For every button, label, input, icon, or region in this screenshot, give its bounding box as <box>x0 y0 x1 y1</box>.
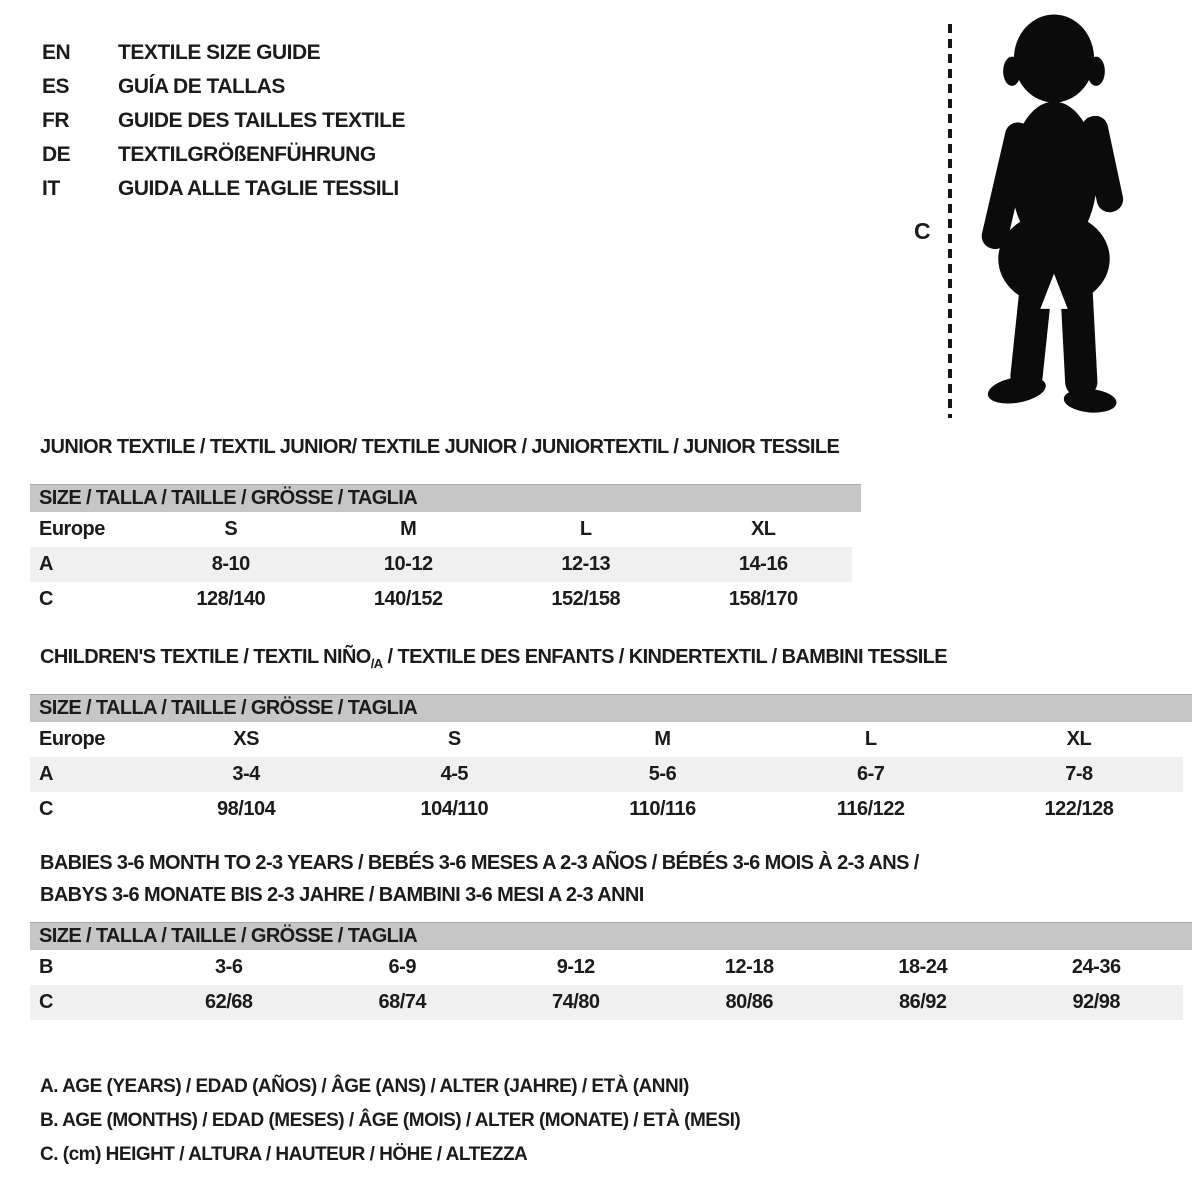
table-row <box>30 792 1183 827</box>
age-value: 14-16 <box>738 553 788 575</box>
language-title: TEXTILE SIZE GUIDE <box>118 41 321 64</box>
row-label: A <box>39 553 53 575</box>
row-label: B <box>39 956 53 978</box>
language-row-es <box>42 70 405 104</box>
size-value: L <box>864 728 877 750</box>
table-row <box>30 950 1183 985</box>
months-value: 18-24 <box>898 956 948 978</box>
row-label: C <box>39 798 53 820</box>
row-label: C <box>39 588 53 610</box>
height-value: 122/128 <box>1044 798 1114 820</box>
height-measure-dashed-line <box>948 24 952 418</box>
age-value: 6-7 <box>857 763 885 785</box>
age-value: 10-12 <box>383 553 433 575</box>
row-label: A <box>39 763 53 785</box>
children-size-table <box>30 694 1183 827</box>
language-title: GUÍA DE TALLAS <box>118 75 285 98</box>
size-value: M <box>654 728 671 750</box>
section-title-babies-line1: BABIES 3-6 MONTH TO 2-3 YEARS / BEBÉS 3-6 MESES A 2-3 AÑOS / BÉBÉS 3-6 MOIS À 2-3 ANS / <box>40 852 919 874</box>
table-row <box>30 547 852 582</box>
months-value: 9-12 <box>556 956 595 978</box>
height-value: 128/140 <box>196 588 266 610</box>
height-value: 86/92 <box>898 991 947 1013</box>
legend <box>30 1070 1183 1172</box>
height-value: 158/170 <box>728 588 798 610</box>
row-label: C <box>39 991 53 1013</box>
age-value: 12-13 <box>561 553 611 575</box>
height-measure-label: C <box>914 218 931 244</box>
size-value: L <box>579 518 592 540</box>
age-value: 5-6 <box>648 763 677 785</box>
legend-line-c: C. (cm) HEIGHT / ALTURA / HAUTEUR / HÖHE / ALTEZZA <box>40 1144 528 1165</box>
language-code: EN <box>42 41 71 64</box>
section-junior <box>30 437 1183 617</box>
table-row <box>30 512 852 547</box>
size-tables <box>30 437 1183 1172</box>
table-row <box>30 985 1183 1020</box>
months-value: 6-9 <box>388 956 416 978</box>
language-row-de <box>42 138 405 172</box>
language-title: GUIDA ALLE TAGLIE TESSILI <box>118 177 399 200</box>
height-value: 68/74 <box>378 991 427 1013</box>
height-value: 80/86 <box>725 991 774 1013</box>
junior-size-table <box>30 484 852 617</box>
baby-height-figure <box>890 10 1195 435</box>
months-value: 12-18 <box>724 956 774 978</box>
size-header-bar: SIZE / TALLA / TAILLE / GRÖSSE / TAGLIA <box>30 922 1192 950</box>
height-value: 104/110 <box>420 798 489 820</box>
table-row <box>30 582 852 617</box>
language-row-en <box>42 36 405 70</box>
legend-line-b: B. AGE (MONTHS) / EDAD (MESES) / ÂGE (MOIS) / ALTER (MONATE) / ETÀ (MESI) <box>40 1110 741 1131</box>
title-text: / TEXTILE DES ENFANTS / KINDERTEXTIL / BAMBINI TESSILE <box>382 646 948 668</box>
months-value: 24-36 <box>1071 956 1121 978</box>
height-value: 92/98 <box>1072 991 1121 1013</box>
language-code: IT <box>42 177 60 200</box>
language-title: TEXTILGRÖßENFÜHRUNG <box>118 143 376 166</box>
height-value: 110/116 <box>629 798 696 820</box>
title-text: CHILDREN'S TEXTILE / TEXTIL NIÑO <box>40 646 371 668</box>
babies-size-table <box>30 922 1183 1020</box>
size-header-bar: SIZE / TALLA / TAILLE / GRÖSSE / TAGLIA <box>30 694 1192 722</box>
legend-line-a: A. AGE (YEARS) / EDAD (AÑOS) / ÂGE (ANS) / ALTER (JAHRE) / ETÀ (ANNI) <box>40 1076 689 1097</box>
title-subscript: /A <box>370 656 383 671</box>
height-value: 74/80 <box>551 991 600 1013</box>
height-value: 62/68 <box>204 991 253 1013</box>
months-value: 3-6 <box>215 956 243 978</box>
language-row-it <box>42 172 405 206</box>
age-value: 8-10 <box>211 553 250 575</box>
size-value: XS <box>233 728 259 750</box>
language-title-list <box>42 36 405 206</box>
age-value: 7-8 <box>1065 763 1093 785</box>
language-title: GUIDE DES TAILLES TEXTILE <box>118 109 405 132</box>
size-header-bar: SIZE / TALLA / TAILLE / GRÖSSE / TAGLIA <box>30 484 861 512</box>
section-title-babies-line2: BABYS 3-6 MONATE BIS 2-3 JAHRE / BAMBINI 3-6 MESI A 2-3 ANNI <box>40 884 644 906</box>
table-row <box>30 757 1183 792</box>
language-row-fr <box>42 104 405 138</box>
height-value: 116/122 <box>836 798 905 820</box>
section-babies <box>30 853 1183 1020</box>
size-value: S <box>447 728 461 750</box>
size-value: XL <box>750 518 776 540</box>
size-value: XL <box>1066 728 1092 750</box>
row-label: Europe <box>39 728 105 750</box>
age-value: 4-5 <box>440 763 468 785</box>
size-value: S <box>224 518 238 540</box>
language-code: ES <box>42 75 70 98</box>
baby-silhouette-image <box>966 12 1142 416</box>
section-title-junior: JUNIOR TEXTILE / TEXTIL JUNIOR/ TEXTILE JUNIOR / JUNIORTEXTIL / JUNIOR TESSILE <box>40 436 840 458</box>
size-value: M <box>400 518 417 540</box>
row-label: Europe <box>39 518 105 540</box>
age-value: 3-4 <box>232 763 260 785</box>
table-row <box>30 722 1183 757</box>
section-children <box>30 647 1183 827</box>
language-code: DE <box>42 143 71 166</box>
section-title-children <box>30 647 1183 674</box>
language-code: FR <box>42 109 69 132</box>
height-value: 98/104 <box>217 798 276 820</box>
height-value: 152/158 <box>551 588 621 610</box>
height-value: 140/152 <box>373 588 443 610</box>
